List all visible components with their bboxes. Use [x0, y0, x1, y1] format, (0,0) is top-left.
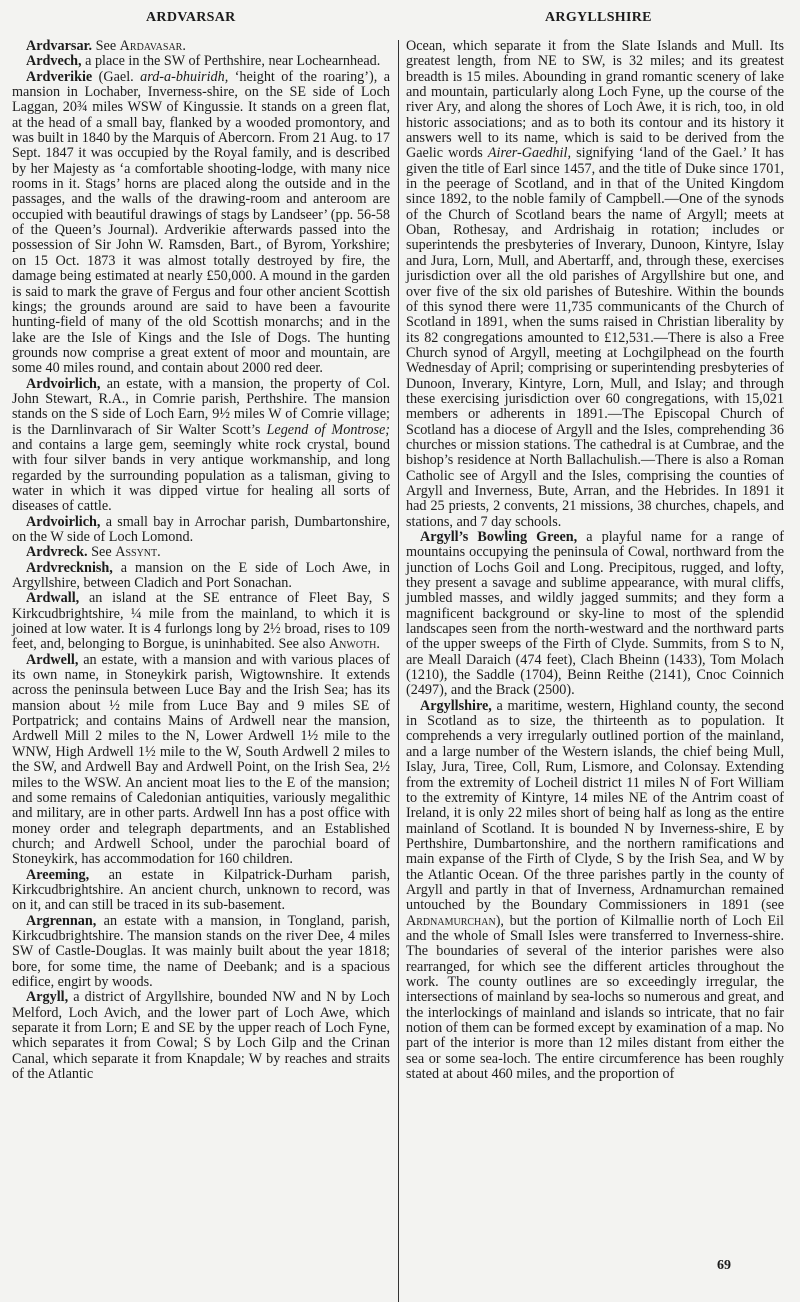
- entry-text: a playful name for a range of mountains occupying the peninsula of Cowal, northward from the junction of Lochs Goil and Long. Precipitous, rugged, and lofty, they present a savage and sublime appearance, with mural cliffs, jumbled masses, and wildly jagged summits; and they form a magnificent background or sky-line to most of the splendid landscapes seen from the north-westward and the northward parts of the upper sweeps of the Firth of Clyde. Summits, from S to N, are Meall Daraich (474 feet), Clach Bheinn (1433), Tom Molach (1210), the Saddle (1704), Beinn Reithe (2141), Cnoc Coinnich (2497), and the Brack (2500).: [406, 529, 784, 699]
- entry-text: Ocean, which separate it from the Slate Islands and Mull. Its greatest length, from NE to SW, is 32 miles; and its greatest breadth is 15 miles. Abounding in grand romantic scenery of lake and mountain, particularly along Loch Fyne, up the course of the river Ary, and along the shores of Loch Awe, it is rich, too, in old historic associations; and as to both its contour and its history it answers well to its name, which is said to be derived from the Gaelic words: [406, 38, 784, 162]
- entry-headword: Ardwell,: [26, 651, 79, 668]
- gazetteer-entry: [12, 54, 390, 69]
- entry-text: an island at the SE entrance of Fleet Bay, S Kirkcudbrightshire, ¼ mile from the mainland, to which it is joined at low water. It is 4 furlongs long by 2½ broad, rises to 109 feet, and, belonging to Borgue, is uninhabited. See also: [12, 590, 390, 653]
- entry-text: an estate, with a mansion, the property of Col. John Stewart, R.A., in Comrie parish, Perthshire. The mansion stands on the S side of Loch Earn, 9½ miles W of Comrie village; is the Darnlinvarach of Sir Walter Scott’s: [12, 375, 390, 438]
- entry-headword: Ardwall,: [26, 590, 80, 607]
- cross-reference: Ardavasar.: [119, 38, 186, 54]
- cross-reference: Assynt.: [115, 544, 161, 561]
- entry-headword: Ardverikie: [26, 68, 93, 85]
- gazetteer-entry: [12, 545, 390, 560]
- cross-reference: Anwoth.: [328, 636, 380, 653]
- entry-headword: Ardvarsar.: [26, 38, 93, 54]
- left-column: [12, 39, 390, 1082]
- entry-text: (Gael.: [92, 68, 141, 85]
- entry-text: and contains a large gem, seemingly white rock crystal, bound with four silver bands in very antique workmanship, and long regarded by the surrounding population as a talisman, giving to water in which it was dipped virtue for healing all sorts of diseases of cattle.: [12, 436, 390, 515]
- entry-headword: Argyllshire,: [420, 697, 492, 714]
- italic-text: Legend of Montrose;: [266, 421, 390, 438]
- gazetteer-entry: [12, 990, 390, 1082]
- gazetteer-entry: [12, 515, 390, 546]
- entry-headword: Argyll’s Bowling Green,: [420, 529, 578, 545]
- gazetteer-entry: [12, 653, 390, 868]
- entry-text: a district of Argyllshire, bounded NW and N by Loch Melford, Loch Avich, and the lower part of Loch Awe, which separate it from Lorn; E and SE by the upper reach of Loch Fyne, which separates it from Cowal; S by Loch Gilp and the Crinan Canal, which separate it from Knapdale; W by reaches and straits of the Atlantic: [12, 989, 390, 1083]
- gazetteer-entry: [12, 70, 390, 377]
- right-column: [406, 39, 784, 1082]
- entry-headword: Ardvoirlich,: [26, 375, 101, 392]
- running-head-left: ARDVARSAR: [146, 10, 236, 25]
- gazetteer-entry: [406, 699, 784, 1083]
- gazetteer-entry: [12, 39, 390, 54]
- entry-headword: Areeming,: [26, 866, 90, 883]
- entry-headword: Ardvech,: [26, 53, 82, 70]
- entry-text: a place in the SW of Perthshire, near Lochearnhead.: [81, 53, 381, 70]
- entry-text: an estate in Kilpatrick-Durham parish, Kirkcudbrightshire. An ancient church, unknown to record, was on it, and can still be traced in its sub-basement.: [12, 866, 390, 914]
- gazetteer-entry: [12, 377, 390, 515]
- entry-text: a mansion on the E side of Loch Awe, in Argyllshire, between Cladich and Port Sonachan.: [12, 559, 390, 592]
- column-divider: [398, 40, 399, 1302]
- gazetteer-entry: [12, 591, 390, 652]
- entry-headword: Argrennan,: [26, 912, 97, 929]
- entry-continuation: [406, 39, 784, 530]
- entry-headword: Ardvreck.: [26, 544, 88, 561]
- entry-text: ), but the portion of Kilmallie north of Loch Eil and the whole of Small Isles were transferred to Inverness-shire. The boundaries of several of the interior parishes were also rearranged, for which see the different articles throughout the work. The county outlines are so exceedingly irregular, the intersections of mainland by sea-lochs so numerous and great, and the interlockings of mainland and islands so intricate, that no fair notion of them can be formed except by examination of a map. No part of the interior is more than 12 miles distant from either the sea or some sea-loch. The entire circumference has been roughly stated at about 460 miles, and the proportion of: [406, 912, 784, 1083]
- entry-headword: Ardvoirlich,: [26, 513, 101, 530]
- gazetteer-entry: [12, 914, 390, 991]
- italic-text: Airer-Gaedhil,: [487, 145, 571, 162]
- gazetteer-entry: [12, 868, 390, 914]
- entry-text: a maritime, western, Highland county, the second in Scotland as to size, the thirteenth as to population. It comprehends a very irregularly outlined portion of the mainland, and a large number of the Western islands, the chief being Mull, Islay, Jura, Tiree, Coll, Rum, Lismore, and Colonsay. Extending from the extremity of Locheil district 11 miles N of Fort William to the extremity of Kintyre, 14 miles NE of the Antrim coast of Ireland, it is only 22 miles short of being half as long as the entire mainland of Scotland. It is bounded N by Inverness-shire, E by Perthshire, Dumbartonshire, and the northern ramifications and main expanse of the Firth of Clyde, S by the Irish Sea, and W by the Atlantic Ocean. Of the three parishes partly in the county of Argyll and partly in that of Inverness, Ardnamurchan remained untouched by the Boundary Commissioners in 1891 (see: [406, 697, 784, 914]
- gazetteer-entry: [406, 530, 784, 699]
- running-head-right: ARGYLLSHIRE: [545, 10, 652, 25]
- entry-text: an estate with a mansion, in Tongland, parish, Kirkcudbrightshire. The mansion stands on the river Dee, 4 miles SW of Castle-Douglas. It was mainly built about the year 1818; bore, for some time, the name of Deebank; and is a spacious edifice, engirt by woods.: [12, 912, 390, 990]
- italic-text: ard-a-bhuiridh,: [140, 68, 229, 85]
- entry-text: See: [92, 38, 120, 54]
- entry-text: ‘height of the roaring’), a mansion in Lochaber, Inverness-shire, on the SE side of Loch Laggan, 20¾ miles WSW of Kingussie. It stands on a green flat, at the head of a small bay, flanked by a wooded promontory, and was built in 1840 by the Marquis of Abercorn. From 21 Aug. to 17 Sept. 1847 it was occupied by the Royal family, and is described by her Majesty as ‘a comfortable shooting-lodge, with many nice rooms in it. Stags’ horns are placed along the outside and in the passages, and the walls of the drawing-room and anteroom are occupied with beautiful drawings of stags by Landseer’ (pp. 56-58 of the Queen’s Journal). Ardverikie afterwards passed into the possession of Sir John W. Ramsden, Bart., of Byrom, Yorkshire; on 15 Oct. 1873 it was almost totally destroyed by fire, the damage being estimated at nearly £50,000. A mound in the garden is said to mark the grave of Fergus and four other ancient Scottish kings; the grounds around are said to have been a favourite hunting-field of many of the old Scottish monarchs; and in the lake are the Isle of Kings and the Isle of Dogs. The hunting grounds now comprise a great extent of moor and mountain, are some 40 miles round, and contain about 2000 red deer.: [12, 68, 390, 377]
- gazetteer-entry: [12, 561, 390, 592]
- entry-text: a small bay in Arrochar parish, Dumbartonshire, on the W side of Loch Lomond.: [12, 513, 390, 545]
- entry-headword: Argyll,: [26, 989, 69, 1006]
- entry-text: See: [87, 544, 116, 561]
- entry-text: signifying ‘land of the Gael.’ It has given the title of Earl since 1457, and the title of Duke since 1701, in the peerage of Scotland, and in that of the United Kingdom since 1892, to the noble family of Campbell.—One of the synods of the Church of Scotland bears the name of Argyll; meets at Oban, Rothesay, and Ardrishaig in rotation; includes or superintends the presbyteries of Inverary, Dunoon, Kintyre, Islay and Jura, Lorn, Mull, and Abertarff, and, through these, exercises jurisdiction over all the old parishes of Argyllshire but one, and over five of the six old parishes of Buteshire. Within the bounds of this synod there were 11,735 communicants of the Church of Scotland in 1891, when the sums raised in Christian liberality by its 82 congregations amounted to £12,531.—There is also a Free Church synod of Argyll, meeting at Lochgilphead on the fourth Wednesday of April; comprising or superintending presbyteries of Dunoon, Inverary, Kintyre, Lorn, Mull, and Islay; and through these exercising jurisdiction over 60 congregations, with 15,021 members or adherents in 1891.—The Episcopal Church of Scotland has a diocese of Argyll and the Isles, comprehending 36 churches or mission stations. The cathedral is at Cumbrae, and the bishop’s residence at North Ballachulish.—There is also a Roman Catholic see of Argyll and the Isles, comprising the counties of Argyll and Inverness, Bute, Arran, and the Hebrides. In 1891 it had 25 priests, 2 convents, 21 missions, 38 churches, chapels, and stations, and 7 day schools.: [406, 145, 785, 530]
- cross-reference: Ardnamurchan: [406, 912, 496, 929]
- entry-text: an estate, with a mansion and with various places of its own name, in Stoneykirk parish, Wigtownshire. It extends across the peninsula between Luce Bay and the Irish Sea; has its mansion about ½ mile from Luce Bay and 9 miles SE of Portpatrick; and contains Mains of Ardwell near the mansion, Ardwell Mill 2 miles to the N, Lower Ardwell 1½ mile to the WNW, High Ardwell 1½ mile to the W, South Ardwell 2 miles to the SW, and Ardwell Bay and Ardwell Point, on the Irish Sea, 2½ miles to the WSW. An ancient moat lies to the E of the mansion; and some remains of Caledonian antiquities, variously megalithic and military, are in other parts. Ardwell Inn has a post office with money order and telegraph departments, and an Established church; and Ardwell School, under the parochial board of Stoneykirk, has accommodation for 160 children.: [12, 651, 390, 868]
- page-number: 69: [717, 1258, 731, 1273]
- entry-headword: Ardvrecknish,: [26, 559, 113, 576]
